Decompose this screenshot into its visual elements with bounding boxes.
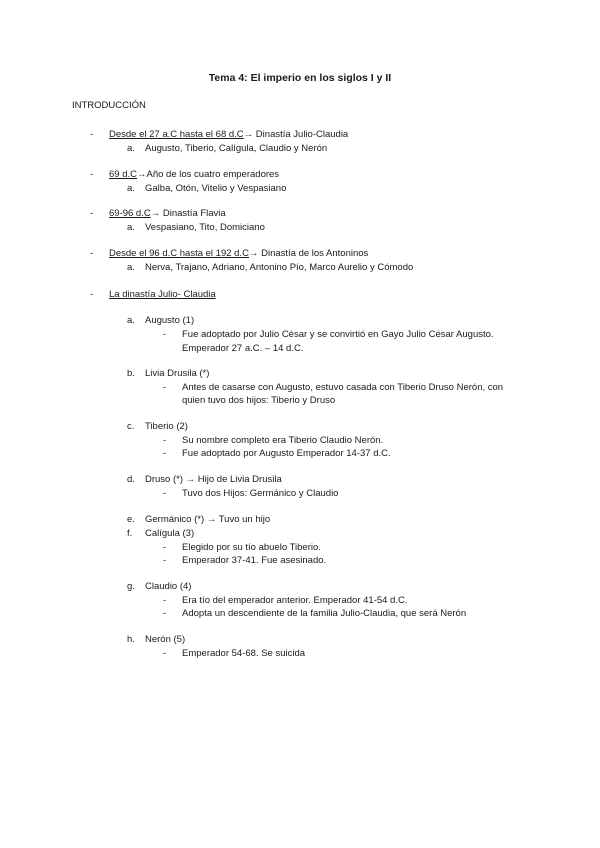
bullet-dash: - (90, 248, 94, 259)
emperor-name: Claudio (4) (145, 581, 192, 592)
emperor-note: Fue adoptado por Julio César y se convirtió en Gayo Julio César Augusto. (182, 329, 494, 340)
emperor-note: Tuvo dos Hijos: Germánico y Claudio (182, 488, 339, 499)
period-emperors: Vespasiano, Tito, Domiciano (145, 222, 265, 233)
bullet-dash: - (90, 129, 94, 140)
list-letter: d. (127, 474, 135, 485)
period-dynasty: → Dinastía Julio-Claudia (243, 129, 349, 140)
period-range: Desde el 27 a.C hasta el 68 d.C (109, 129, 244, 140)
list-letter: b. (127, 368, 135, 379)
bullet-dash: - (163, 488, 167, 499)
period-line (109, 169, 279, 181)
bullet-dash: - (90, 289, 94, 300)
emperor-note: Emperador 37-41. Fue asesinado. (182, 555, 327, 566)
list-letter: c. (127, 421, 135, 432)
period-range: Desde el 96 d.C hasta el 192 d.C (109, 248, 249, 259)
emperor-note: Emperador 27 a.C. – 14 d.C. (182, 343, 304, 354)
period-dynasty: → Dinastía de los Antoninos (248, 248, 369, 259)
bullet-dash: - (163, 608, 167, 619)
emperor-name: Livia Drusila (*) (145, 368, 210, 379)
list-letter: f. (127, 528, 133, 539)
bullet-dash: - (90, 208, 94, 219)
emperor-name: Tiberio (2) (145, 421, 188, 432)
list-letter: e. (127, 514, 135, 525)
list-letter: a. (127, 222, 135, 233)
list-letter: a. (127, 262, 135, 273)
period-line (109, 248, 368, 260)
period-range: 69 d.C (109, 169, 137, 180)
period-emperors: Nerva, Trajano, Adriano, Antonino Pío, Marco Aurelio y Cómodo (145, 262, 414, 273)
bullet-dash: - (163, 329, 167, 340)
emperor-note: Emperador 54-68. Se suicida (182, 648, 306, 659)
dynasty-heading: La dinastía Julio- Claudia (109, 289, 216, 300)
bullet-dash: - (90, 169, 94, 180)
bullet-dash: - (163, 382, 167, 393)
list-letter: h. (127, 634, 135, 645)
period-line (109, 129, 348, 141)
page-title: Tema 4: El imperio en los siglos I y II (208, 72, 392, 84)
bullet-dash: - (163, 555, 167, 566)
emperor-name: Druso (*) → Hijo de Livia Drusila (145, 474, 282, 485)
emperor-name: Nerón (5) (145, 634, 186, 645)
list-letter: a. (127, 143, 135, 154)
bullet-dash: - (163, 435, 167, 446)
bullet-dash: - (163, 448, 167, 459)
emperor-note: Era tío del emperador anterior. Emperador 41-54 d.C. (182, 595, 408, 606)
list-letter: a. (127, 315, 135, 326)
period-dynasty: →Año de los cuatro emperadores (137, 169, 280, 180)
emperor-name: Calígula (3) (145, 528, 195, 539)
emperor-note: Antes de casarse con Augusto, estuvo casada con Tiberio Druso Nerón, con (182, 382, 504, 393)
emperor-note: Elegido por su tío abuelo Tiberio. (182, 542, 321, 553)
list-letter: g. (127, 581, 135, 592)
emperor-note: Adopta un descendiente de la familia Julio-Claudia, que será Nerón (182, 608, 467, 619)
period-range: 69-96 d.C (109, 208, 151, 219)
intro-heading: INTRODUCCIÓN (72, 100, 146, 111)
bullet-dash: - (163, 648, 167, 659)
emperor-note: Su nombre completo era Tiberio Claudio Nerón. (182, 435, 384, 446)
emperor-note: quien tuvo dos hijos: Tiberio y Druso (182, 395, 336, 406)
period-line (109, 208, 226, 220)
period-emperors: Augusto, Tiberio, Calígula, Claudio y Nerón (145, 143, 328, 154)
list-letter: a. (127, 183, 135, 194)
emperor-name: Augusto (1) (145, 315, 195, 326)
period-emperors: Galba, Otón, Vitelio y Vespasiano (145, 183, 287, 194)
period-dynasty: → Dinastía Flavia (150, 208, 226, 219)
bullet-dash: - (163, 542, 167, 553)
emperor-note: Fue adoptado por Augusto Emperador 14-37 d.C. (182, 448, 391, 459)
bullet-dash: - (163, 595, 167, 606)
emperor-name: Germánico (*) → Tuvo un hijo (145, 514, 271, 525)
